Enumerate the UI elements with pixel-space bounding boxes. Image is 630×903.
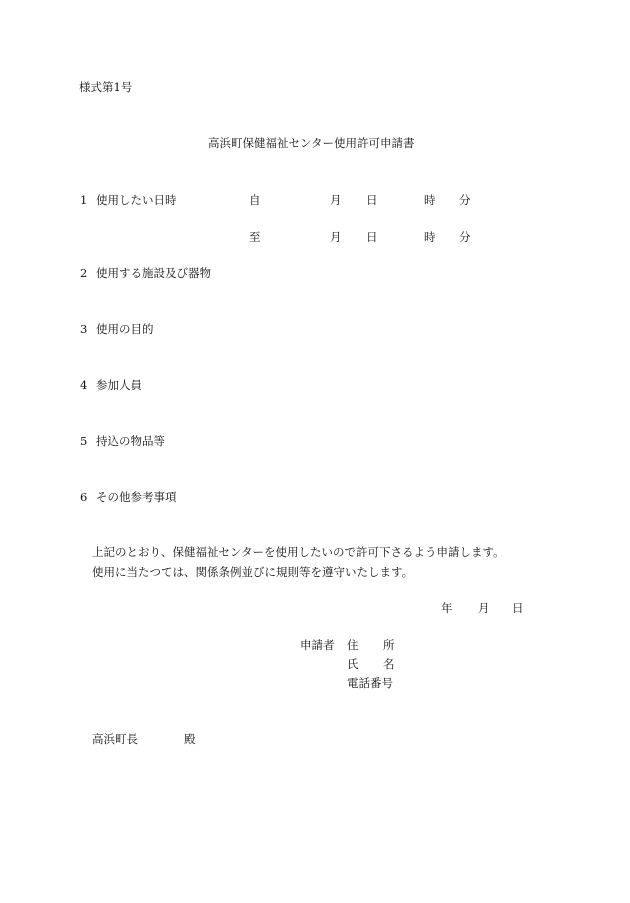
- applicant-address-label-b: 所: [383, 638, 395, 652]
- item-label-brought-items: 持込の物品等: [96, 434, 165, 448]
- applicant-name-label-a: 氏: [347, 657, 359, 671]
- document-title: 高浜町保健福祉センター使用許可申請書: [208, 136, 415, 150]
- time-from-hour-unit: 時: [424, 193, 436, 207]
- time-from-day-unit: 日: [366, 193, 378, 207]
- statement-line-2: 使用に当たつては、関係条例並びに規則等を遵守いたします。: [92, 565, 414, 579]
- item-number-2: 2: [80, 266, 88, 280]
- item-label-usage-datetime: 使用したい日時: [96, 193, 177, 207]
- date-year-unit: 年: [441, 601, 453, 615]
- applicant-phone-label: 電話番号: [347, 676, 393, 690]
- applicant-address-label-a: 住: [347, 638, 359, 652]
- item-label-facilities: 使用する施設及び器物: [96, 266, 211, 280]
- item-number-6: 6: [80, 490, 88, 504]
- date-month-unit: 月: [478, 601, 490, 615]
- applicant-name-label-b: 名: [383, 657, 395, 671]
- item-label-participants: 参加人員: [96, 378, 142, 392]
- date-day-unit: 日: [512, 601, 524, 615]
- time-to-month-unit: 月: [330, 230, 342, 244]
- time-to-hour-unit: 時: [424, 230, 436, 244]
- time-from-month-unit: 月: [330, 193, 342, 207]
- item-number-5: 5: [80, 434, 88, 448]
- addressee-honorific: 殿: [184, 732, 196, 746]
- form-number: 様式第1号: [79, 80, 133, 94]
- item-number-4: 4: [80, 378, 88, 392]
- addressee: 高浜町長: [92, 732, 138, 746]
- statement-line-1: 上記のとおり、保健福祉センターを使用したいので許可下さるよう申請します。: [92, 545, 505, 559]
- time-to-minute-unit: 分: [459, 230, 471, 244]
- time-from-minute-unit: 分: [459, 193, 471, 207]
- applicant-label: 申請者: [300, 638, 335, 652]
- time-to-day-unit: 日: [366, 230, 378, 244]
- item-number-1: 1: [80, 193, 88, 207]
- time-to-marker: 至: [249, 230, 261, 244]
- item-number-3: 3: [80, 322, 88, 336]
- time-from-marker: 自: [249, 193, 261, 207]
- item-label-other-notes: その他参考事項: [96, 490, 177, 504]
- item-label-purpose: 使用の目的: [96, 322, 154, 336]
